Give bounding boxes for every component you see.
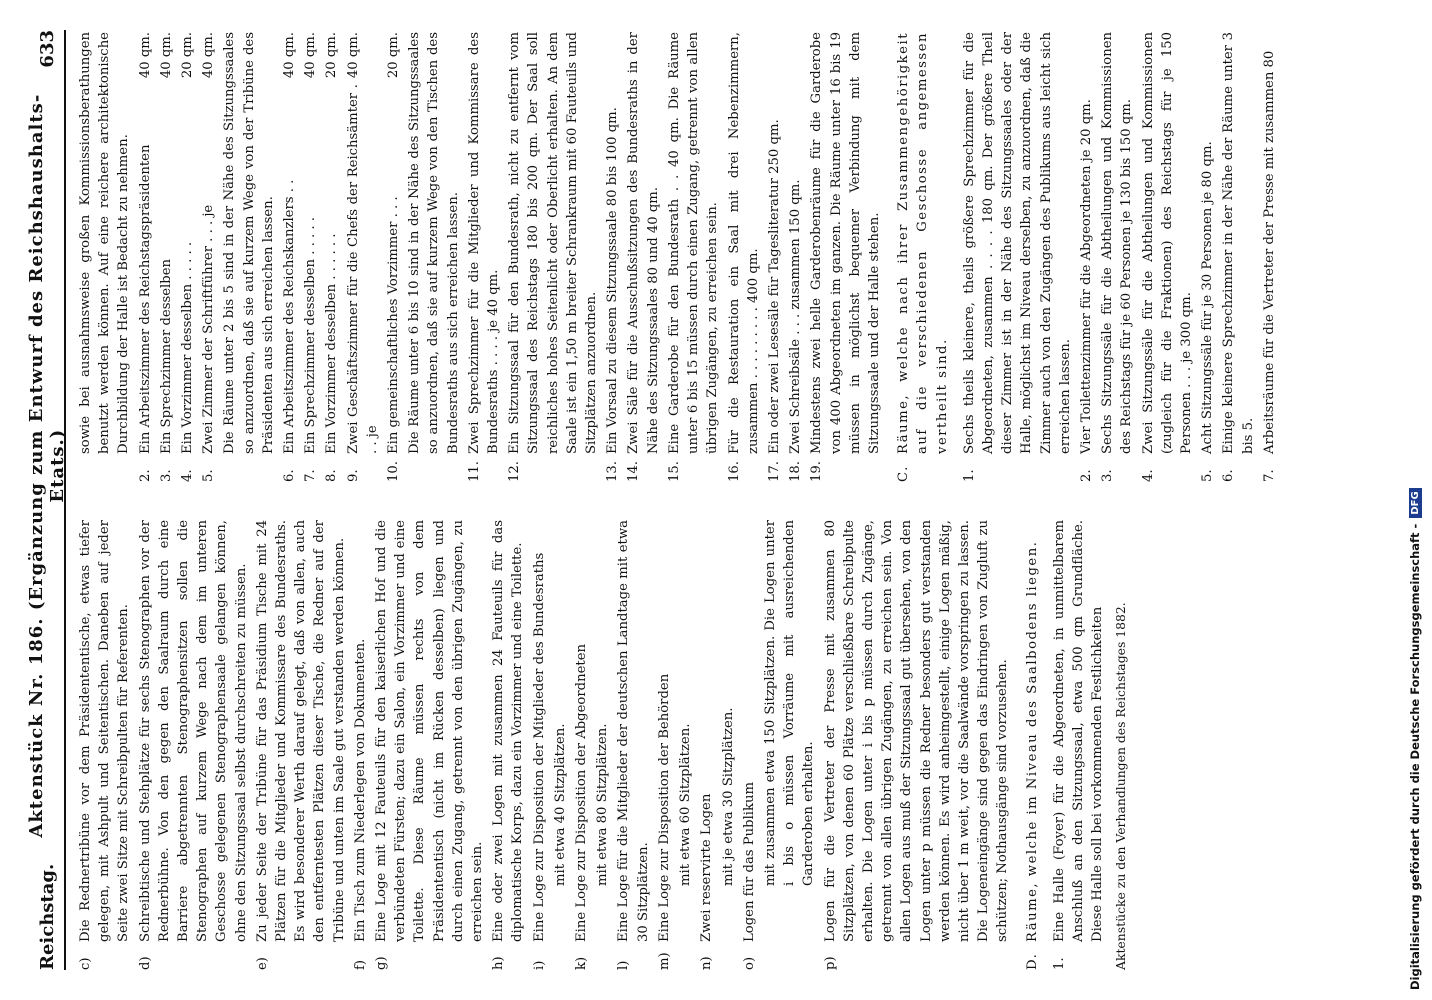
item-text: mit etwa 60 Sitzplätzen. xyxy=(678,723,694,886)
item-text: Ein Sitzungssaal für den Bundesrath, nicht zu entfernt vom Sitzungssaal des Reichstags 180 bis 200 qm. Der Saal soll reichliches hohes Seitenlicht oder Oberlicht erhalten. An dem Saale ist ein 1,50 m breiter Schrankraum mit 60 Fauteuils und Sitzplätzen anzuordnen. xyxy=(507,32,600,454)
area-line xyxy=(384,32,403,454)
list-item xyxy=(1260,32,1279,482)
item-label: f) xyxy=(352,959,368,970)
note-paragraph xyxy=(220,32,278,482)
item-label: e) xyxy=(254,957,270,970)
item-text: Vier Toilettenzimmer für die Abgeordneten je 20 qm. xyxy=(1078,99,1094,454)
list-item xyxy=(807,32,884,482)
right-column xyxy=(76,32,1281,482)
list-item xyxy=(1098,32,1136,482)
item-label: 9. xyxy=(345,469,361,482)
section-title: Räume, welche nach ihrer Zusammengehörigkeit auf die verschiedenen Geschosse angemessen vertheilt sind. xyxy=(896,32,950,454)
room-area: 40 qm. xyxy=(303,32,319,79)
item-text: Eine Loge zur Disposition der Mitglieder des Bundesraths xyxy=(531,552,547,942)
list-item xyxy=(136,520,251,970)
paragraph-text: Die Räume unter 6 bis 10 sind in der Nähe des Sitzungssaales so anzuordnen, daß sie auf kurzem Wege von den Tischen des Bundesraths aus sich erreichen lassen. xyxy=(407,32,461,454)
item-text: Die Rednertribüne vor dem Präsidententische, etwas tiefer gelegen, mit Ashpult und Seitentischen. Daneben auf jeder Seite zwei Sitze mit Schreibpulten für Referenten. xyxy=(78,520,132,942)
item-label: 8. xyxy=(324,469,340,482)
room-area: 40 qm. xyxy=(201,32,217,79)
item-label: i) xyxy=(531,960,547,970)
item-text: Einige kleinere Sprechzimmer in der Nähe der Räume unter 3 bis 5. xyxy=(1221,32,1256,454)
list-item xyxy=(765,32,784,482)
item-text: Zwei Schreibsäle . . . zusammen 150 qm. xyxy=(788,179,804,454)
item-text: Schreibtische und Stehplätze für sechs Stenographen vor der Rednerbühne. Von den gegen den Saalraum durch eine Barriere abgetrennten Stenographensitzen sollen die Stenographen auf kurzem Wege nach dem im unteren Geschosse gelegenen Stenographensaale gelangen können, ohne den Sitzungssaal selbst durchschreiten zu müssen. xyxy=(137,520,249,942)
list-item xyxy=(76,520,134,970)
item-label: 13. xyxy=(605,461,621,482)
item-text: Zwei reservirte Logen xyxy=(699,793,715,942)
list-item xyxy=(1198,32,1217,482)
list-item xyxy=(614,520,652,970)
item-text: Ein Tisch zum Niederlegen von Dokumenten. xyxy=(352,638,368,942)
item-label: 14. xyxy=(626,461,642,482)
area-row xyxy=(178,32,197,482)
footnote: Aktenstücke zu den Verhandlungen des Reichstages 1882. xyxy=(1113,602,1129,970)
list-item xyxy=(761,520,819,970)
section-d-heading xyxy=(1023,520,1042,970)
list-item xyxy=(676,520,695,970)
item-label xyxy=(719,886,738,914)
item-label: 6. xyxy=(1221,469,1237,482)
item-label: 17. xyxy=(766,461,782,482)
item-label: 7. xyxy=(303,469,319,482)
list-item xyxy=(655,520,674,970)
item-label: k) xyxy=(574,956,590,970)
item-label: 7. xyxy=(1261,469,1277,482)
list-item xyxy=(1077,32,1096,482)
item-label: c) xyxy=(78,957,93,970)
area-row xyxy=(322,32,341,482)
item-label: 12. xyxy=(507,461,523,482)
item-label: h) xyxy=(491,956,507,970)
item-label: 5. xyxy=(201,469,217,482)
item-text: mit zusammen etwa 150 Sitzplätzen. Die Logen unter i bis o müssen Vorräume mit ausreichenden Garderoben erhalten. xyxy=(762,520,817,886)
area-line xyxy=(280,32,299,454)
room-area: 40 qm. xyxy=(158,32,174,79)
area-row xyxy=(301,32,320,482)
running-header xyxy=(26,30,68,970)
list-item xyxy=(786,32,805,482)
item-text: Logen für das Publikum xyxy=(741,782,757,942)
item-text: Eine Loge zur Disposition der Abgeordneten xyxy=(574,643,590,942)
room-area: 40 qm. xyxy=(345,32,361,79)
item-label: n) xyxy=(699,956,715,970)
list-item xyxy=(697,520,716,970)
room-name: Ein Sprechzimmer desselben . . . . . xyxy=(303,217,319,454)
continuation-paragraph xyxy=(76,32,134,482)
list-item xyxy=(465,32,503,482)
area-line xyxy=(178,32,197,454)
item-text: Eine Halle (Foyer) für die Abgeordneten, in unmittelbarem Anschluß an den Sitzungssaal, etwa 500 qm Grundfläche. Diese Halle soll bei vorkommenden Festlichkeiten xyxy=(1051,520,1106,942)
item-label: 19. xyxy=(809,461,825,482)
item-text: Ein Vorsaal zu diesem Sitzungssaale 80 bis 100 qm. xyxy=(605,107,621,454)
item-text: Eine Loge für die Mitglieder der deutschen Landtage mit etwa 30 Sitzplätzen. xyxy=(616,520,651,942)
list-item xyxy=(725,32,763,482)
area-row xyxy=(199,32,218,482)
item-text: Zwei Sprechzimmer für die Mitglieder und Kommissare des Bundesraths . . . . je 40 qm. xyxy=(466,32,502,454)
list-item xyxy=(572,520,591,970)
item-label: 3. xyxy=(158,469,174,482)
area-line xyxy=(136,32,155,454)
room-name: Ein Sprechzimmer desselben xyxy=(158,258,174,454)
note-paragraph xyxy=(405,32,463,482)
item-text: Eine Loge mit 12 Fauteuils für den kaiserlichen Hof und die verbündeten Fürsten; dazu ein Salon, ein Vorzimmer und eine Toilette. Diese Räume müssen rechts von dem Präsidententisch (nicht im Rücken desselben) liegen und durch einen Zugang, getrennt von den übrigen Zugängen, zu erreichen sein. xyxy=(374,520,486,942)
room-area: 20 qm. xyxy=(324,32,340,79)
item-label xyxy=(761,886,819,914)
room-name: Ein Arbeitszimmer des Reichstagspräsidenten xyxy=(137,144,153,454)
list-item xyxy=(719,520,738,970)
item-label: 10. xyxy=(386,461,402,482)
item-label: 18. xyxy=(788,461,804,482)
header-left: Reichstag. xyxy=(36,863,58,970)
area-line xyxy=(344,32,382,454)
room-name: Zwei Zimmer der Schriftführer . . . je xyxy=(201,204,217,454)
area-row xyxy=(344,32,382,482)
list-item xyxy=(1050,520,1108,970)
item-label: 1. xyxy=(1051,957,1067,970)
item-text: Ein oder zwei Lesesäle für Tagesliteratur 250 qm. xyxy=(766,119,782,454)
item-text: Sechs Sitzungssäle für die Abtheilungen und Kommissionen des Reichstags für je 60 Personen je 130 bis 150 qm. xyxy=(1100,32,1135,454)
credit-text: Digitalisierung gefördert durch die Deutsche Forschungsgemeinschaft - xyxy=(1408,523,1422,990)
list-item xyxy=(740,520,759,970)
item-label: 6. xyxy=(282,469,298,482)
area-row xyxy=(157,32,176,482)
room-name: Ein Arbeitszimmer des Reichskanzlers . . xyxy=(282,179,298,454)
item-label xyxy=(676,886,695,914)
area-line xyxy=(199,32,218,454)
item-text: Zwei Sitzungssäle für die Abtheilungen und Kommissionen (zugleich für die Fraktionen) des Reichstags für je 150 Personen . . . je 300 qm. xyxy=(1140,32,1194,454)
item-label xyxy=(593,886,612,914)
item-text: Sechs theils kleinere, theils größere Sprechzimmer für die Abgeordneten, zusammen . . . . 180 qm. Der größere Theil dieser Zimmer ist in der Nähe des Sitzungssaales oder der Halle, möglichst im Niveau derselben, zu anzuordnen, daß die Zimmer auch von den Zugängen des Publikums aus leicht sich erreichen lassen. xyxy=(961,32,1073,454)
room-area: 20 qm. xyxy=(386,32,402,79)
item-text: mit etwa 80 Sitzplätzen. xyxy=(595,723,611,886)
area-line xyxy=(301,32,320,454)
list-item xyxy=(960,32,1075,482)
room-area: 40 qm. xyxy=(137,32,153,79)
item-text: Acht Sitzungssäle für je 30 Personen je 80 qm. xyxy=(1200,141,1216,454)
room-area: 20 qm. xyxy=(180,32,196,79)
rotated-sheet xyxy=(26,30,1400,970)
item-label: m) xyxy=(656,952,672,970)
item-text: mit je etwa 30 Sitzplätzen. xyxy=(720,707,736,886)
dfg-logo: DFG xyxy=(1409,488,1422,517)
item-text: Zwei Säle für die Ausschußsitzungen des Bundesraths in der Nähe des Sitzungssaales 80 und 40 qm. xyxy=(626,32,661,454)
item-label: 2. xyxy=(137,469,153,482)
item-label: l) xyxy=(616,960,632,970)
item-label: 5. xyxy=(1200,469,1216,482)
item-label: 2. xyxy=(1078,469,1094,482)
item-label xyxy=(220,454,278,482)
list-item xyxy=(372,520,487,970)
item-text: Logen für die Vertreter der Presse mit zusammen 80 Sitzplätzen, von denen 60 Plätze verschließbare Schreibpulte erhalten. Die Logen unter i bis p müssen durch Zugänge, getrennt von allen übrigen Zugängen, zu erreichen sein. Von allen Logen aus muß der Sitzungssaal gut übersehen, von den Logen unter p müssen die Redner besonders gut verstanden werden können. Es wird anheimgestellt, einige Logen mäßig, nicht über 1 m weit, vor die Saalwände vorspringen zu lassen. Die Logeneingänge sind gegen das Eindringen von Zugluft zu schützen; Nothausgänge sind vorzusehen. xyxy=(822,520,1011,942)
item-text: Eine oder zwei Logen mit zusammen 24 Fauteuils für das diplomatische Korps, dazu ein Vorzimmer und eine Toilette. xyxy=(491,520,526,942)
dfg-credit xyxy=(1408,488,1422,990)
header-title: Aktenstück Nr. 186. (Ergänzung zum Entwurf des Reichshaushalts-Etats.) xyxy=(26,93,68,838)
section-label: D. xyxy=(1024,952,1040,970)
item-label: 3. xyxy=(1100,469,1116,482)
page-number: 633 xyxy=(36,30,58,68)
area-row xyxy=(280,32,299,482)
room-name: Zwei Geschäftszimmer für die Chefs der Reichsämter . . . je xyxy=(345,84,380,454)
paragraph-text: sowie bei ausnahmsweise großen Kommissionsberathungen benutzt werden können. Auf eine reichere architektonische Durchbildung der Halle ist Bedacht zu nehmen. xyxy=(78,32,132,454)
room-name: Ein gemeinschaftliches Vorzimmer . . . xyxy=(386,196,402,454)
list-item xyxy=(624,32,662,482)
item-label: p) xyxy=(822,956,838,970)
item-label xyxy=(551,886,570,914)
item-text: Für die Restauration ein Saal mit drei Nebenzimmern, zusammen . . . . . . . . . 400 qm. xyxy=(726,32,761,454)
area-row xyxy=(384,32,403,482)
list-item xyxy=(253,520,349,970)
item-label: 16. xyxy=(726,461,742,482)
item-label: g) xyxy=(374,956,390,970)
item-label xyxy=(405,454,463,482)
area-line xyxy=(322,32,341,454)
list-item xyxy=(505,32,601,482)
room-name: Ein Vorzimmer desselben . . . . . xyxy=(180,241,196,454)
list-item xyxy=(530,520,549,970)
list-item xyxy=(593,520,612,970)
item-text: mit etwa 40 Sitzplätzen. xyxy=(552,723,568,886)
list-item xyxy=(351,520,370,970)
section-c-heading xyxy=(894,32,952,482)
room-area: 40 qm. xyxy=(282,32,298,79)
list-item xyxy=(665,32,723,482)
item-text: Mindestens zwei helle Garderobenräume für die Garderobe von 400 Abgeordneten im ganzen. Die Räume unter 16 bis 19 müssen in möglichst bequemer Verbindung mit dem Sitzungssaale und der Halle stehen. xyxy=(809,32,882,454)
item-label: 4. xyxy=(180,469,196,482)
item-label xyxy=(76,454,134,482)
list-item xyxy=(603,32,622,482)
list-item xyxy=(551,520,570,970)
section-label: C. xyxy=(896,465,912,482)
section-title: Räume, welche im Niveau des Saalbodens liegen. xyxy=(1024,540,1040,942)
list-item xyxy=(489,520,527,970)
item-label: 4. xyxy=(1140,469,1156,482)
area-line xyxy=(157,32,176,454)
room-name: Ein Vorzimmer desselben . . . . . . xyxy=(324,233,340,454)
left-column xyxy=(76,520,1131,970)
item-label: o) xyxy=(741,956,757,970)
area-row xyxy=(136,32,155,482)
item-label: 11. xyxy=(466,461,482,482)
item-text: Eine Garderobe für den Bundesrath . . 40 qm. Die Räume unter 6 bis 15 müssen durch einen Zugang, getrennt von allen übrigen Zugängen, zu erreichen sein. xyxy=(666,32,721,454)
item-label: 1. xyxy=(961,469,977,482)
item-label: d) xyxy=(137,956,153,970)
list-item xyxy=(1139,32,1197,482)
item-text: Arbeitsräume für die Vertreter der Presse mit zusammen 80 xyxy=(1261,50,1277,454)
list-item xyxy=(1219,32,1257,482)
item-text: Zu jeder Seite der Tribüne für das Präsidium Tische mit 24 Plätzen für die Mitglieder und Kommissare des Bundesraths. Es wird besonderer Werth darauf gelegt, daß von allen, auch den entferntesten Plätzen dieser Tische, die Redner auf der Tribüne und unten im Saale gut verstanden werden können. xyxy=(254,520,347,942)
item-label: 15. xyxy=(666,461,682,482)
item-text: Eine Loge zur Disposition der Behörden xyxy=(656,673,672,942)
list-item xyxy=(821,520,1013,970)
paragraph-text: Die Räume unter 2 bis 5 sind in der Nähe des Sitzungssaales so anzuordnen, daß sie auf kurzem Wege von der Tribüne des Präsidenten aus sich erreichen lassen. xyxy=(222,32,276,454)
